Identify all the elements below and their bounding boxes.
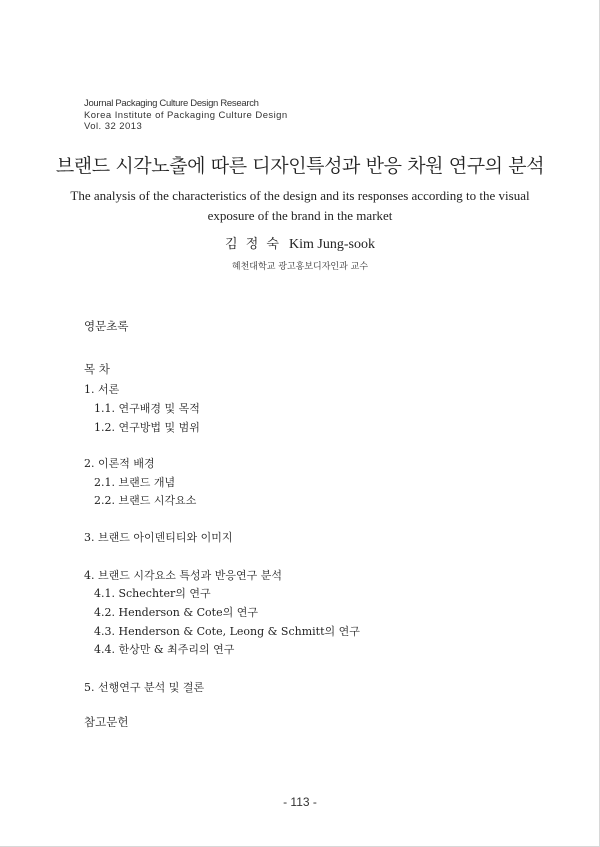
toc-section-4-3: 4.3. Henderson & Cote, Leong & Schmitt의 연구 xyxy=(94,625,360,638)
page-number: - 113 - xyxy=(283,795,317,809)
author-name-english: Kim Jung-sook xyxy=(289,237,375,252)
author-name-korean: 김 정 숙 xyxy=(225,237,281,252)
toc-section-4-4: 4.4. 한상만 & 최주리의 연구 xyxy=(94,643,235,656)
journal-name: Journal Packaging Culture Design Research xyxy=(84,98,259,109)
abstract-label: 영문초록 xyxy=(84,319,129,333)
journal-volume: Vol. 32 2013 xyxy=(84,121,143,132)
toc-section-2: 2. 이론적 배경 xyxy=(84,457,155,470)
author-line xyxy=(0,233,600,253)
author-affiliation: 혜천대학교 광고홍보디자인과 교수 xyxy=(231,262,369,272)
toc-references: 참고문헌 xyxy=(84,715,129,729)
toc-section-4-2: 4.2. Henderson & Cote의 연구 xyxy=(94,606,258,619)
toc-section-1-2: 1.2. 연구방법 및 범위 xyxy=(94,421,200,434)
toc-section-4: 4. 브랜드 시각요소 특성과 반응연구 분석 xyxy=(84,569,282,582)
toc-section-2-1: 2.1. 브랜드 개념 xyxy=(94,476,176,489)
toc-section-4-1: 4.1. Schechter의 연구 xyxy=(94,587,211,600)
toc-section-5: 5. 선행연구 분석 및 결론 xyxy=(84,681,205,694)
title-korean: 브랜드 시각노출에 따른 디자인특성과 반응 차원 연구의 분석 xyxy=(55,155,545,177)
toc-section-1-1: 1.1. 연구배경 및 목적 xyxy=(94,402,200,415)
toc-section-2-2: 2.2. 브랜드 시각요소 xyxy=(94,494,197,507)
journal-header xyxy=(84,98,288,133)
toc-heading: 목 차 xyxy=(84,362,110,376)
toc-section-3: 3. 브랜드 아이덴티티와 이미지 xyxy=(84,531,233,544)
toc-section-1: 1. 서론 xyxy=(84,383,120,396)
journal-institute: Korea Institute of Packaging Culture Design xyxy=(84,109,288,121)
title-english: The analysis of the characteristics of the design and its responses according to the visual exposure of the brand in the market xyxy=(70,188,530,223)
